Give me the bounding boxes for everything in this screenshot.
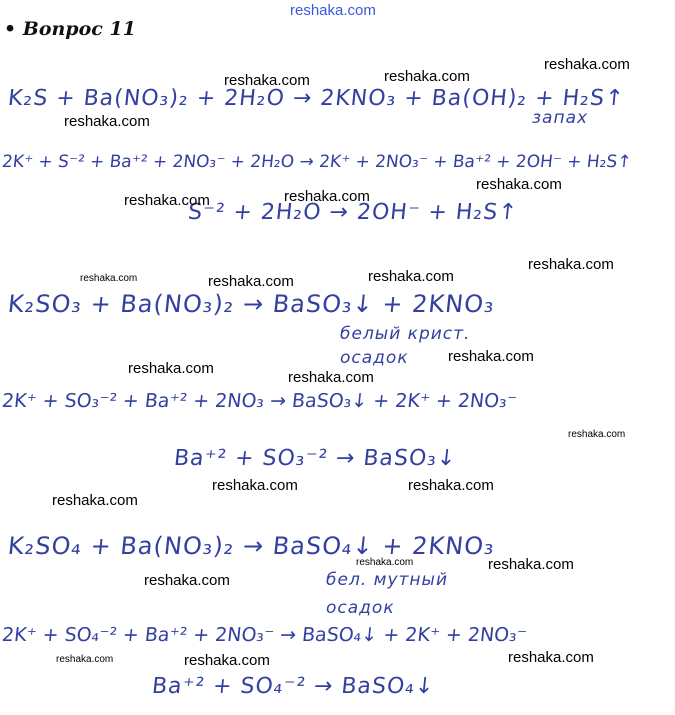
equation-1-molecular: K₂S + Ba(NO₃)₂ + 2H₂O → 2KNO₃ + Ba(OH)₂ + H₂S↑	[6, 86, 626, 111]
equation-3-note: бел. мутный осадок	[326, 570, 448, 618]
site-link[interactable]: reshaka.com	[290, 2, 376, 19]
watermark: reshaka.com	[384, 68, 470, 85]
watermark: reshaka.com	[368, 268, 454, 285]
watermark: reshaka.com	[488, 556, 574, 573]
equation-2-molecular: K₂SO₃ + Ba(NO₃)₂ → BaSO₃↓ + 2KNO₃	[6, 290, 497, 318]
watermark: reshaka.com	[356, 557, 414, 568]
equation-2-ionic-short: Ba⁺² + SO₃⁻² → BaSO₃↓	[172, 446, 458, 471]
equation-1-ionic-short: S⁻² + 2H₂O → 2OH⁻ + H₂S↑	[186, 200, 519, 225]
watermark: reshaka.com	[508, 649, 594, 666]
watermark: reshaka.com	[448, 348, 534, 365]
watermark: reshaka.com	[212, 477, 298, 494]
watermark: reshaka.com	[208, 273, 294, 290]
watermark: reshaka.com	[528, 256, 614, 273]
watermark: reshaka.com	[224, 72, 310, 89]
equation-3-ionic-full: 2K⁺ + SO₄⁻² + Ba⁺² + 2NO₃⁻ → BaSO₄↓ + 2K⁺ + 2NO₃⁻	[0, 624, 528, 646]
watermark: reshaka.com	[568, 429, 626, 440]
watermark: reshaka.com	[80, 273, 138, 284]
watermark: reshaka.com	[408, 477, 494, 494]
watermark: reshaka.com	[56, 654, 114, 665]
watermark: reshaka.com	[124, 192, 210, 209]
equation-3-molecular: K₂SO₄ + Ba(NO₃)₂ → BaSO₄↓ + 2KNO₃	[6, 532, 497, 560]
watermark: reshaka.com	[64, 113, 150, 130]
equation-1-note: запах	[532, 108, 589, 128]
question-title: • Вопрос 11	[4, 18, 136, 40]
equation-1-ionic-full: 2K⁺ + S⁻² + Ba⁺² + 2NO₃⁻ + 2H₂O → 2K⁺ + 2NO₃⁻ + Ba⁺² + 2OH⁻ + H₂S↑	[0, 152, 633, 172]
watermark: reshaka.com	[284, 188, 370, 205]
watermark: reshaka.com	[476, 176, 562, 193]
watermark: reshaka.com	[288, 369, 374, 386]
watermark: reshaka.com	[544, 56, 630, 73]
watermark: reshaka.com	[128, 360, 214, 377]
watermark: reshaka.com	[184, 652, 270, 669]
equation-2-ionic-full: 2K⁺ + SO₃⁻² + Ba⁺² + 2NO₃ → BaSO₃↓ + 2K⁺ + 2NO₃⁻	[0, 390, 518, 412]
watermark: reshaka.com	[52, 492, 138, 509]
watermark: reshaka.com	[144, 572, 230, 589]
equation-3-ionic-short: Ba⁺² + SO₄⁻² → BaSO₄↓	[150, 674, 436, 699]
equation-2-note: белый крист. осадок	[340, 324, 471, 368]
